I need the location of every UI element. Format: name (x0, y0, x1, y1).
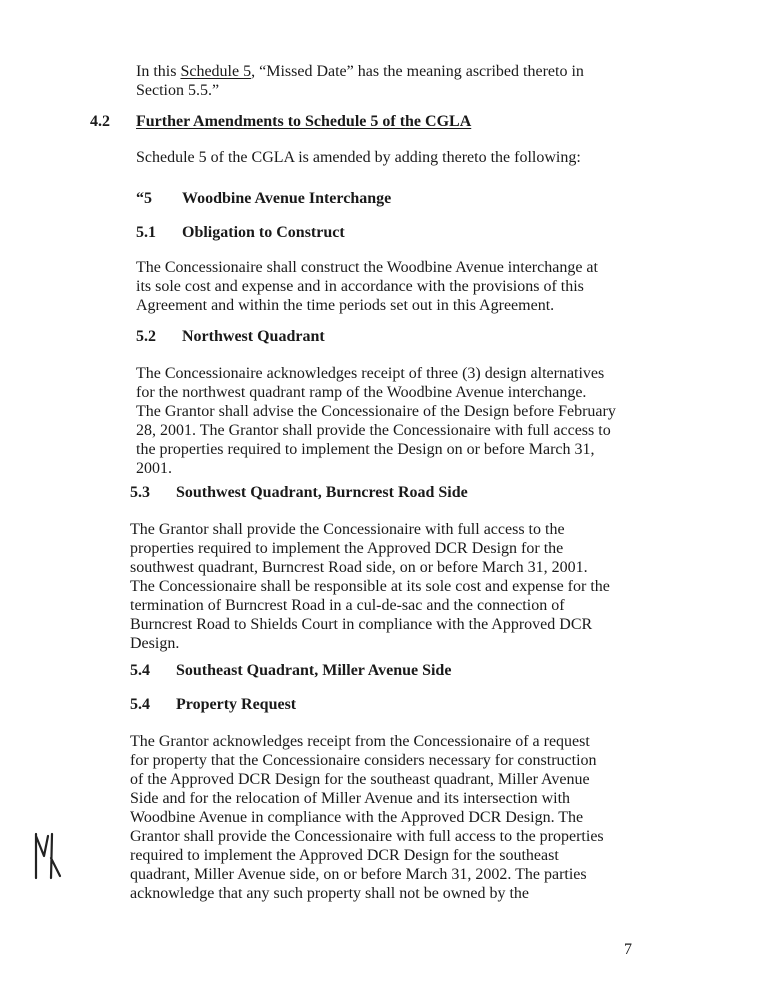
paragraph-5-4 (130, 732, 604, 903)
paragraph-line: Design. (130, 635, 180, 652)
paragraph-line: its sole cost and expense and in accordance with the provisions of this (136, 278, 584, 295)
paragraph-5-3 (130, 520, 610, 653)
paragraph-line: the properties required to implement the Design on or before March 31, (136, 441, 595, 458)
section-number: 5.4 (130, 662, 150, 679)
section-number: “5 (136, 190, 152, 207)
section-body: Schedule 5 of the CGLA is amended by adding thereto the following: (136, 149, 581, 166)
section-heading (136, 113, 471, 131)
section-number: 5.4 (130, 696, 150, 713)
intro-text: In this (136, 63, 181, 80)
page-number: 7 (624, 941, 632, 958)
paragraph-line: termination of Burncrest Road in a cul-de-sac and the connection of (130, 597, 565, 614)
paragraph-line: Burncrest Road to Shields Court in compliance with the Approved DCR (130, 616, 593, 633)
paragraph-line: southwest quadrant, Burncrest Road side, on or before March 31, 2001. (130, 559, 588, 576)
paragraph-line: The Concessionaire acknowledges receipt of three (3) design alternatives (136, 365, 605, 382)
paragraph-line: of the Approved DCR Design for the southeast quadrant, Miller Avenue (130, 771, 590, 788)
section-number: 5.3 (130, 484, 150, 501)
handwritten-initials (30, 828, 64, 884)
section-number: 5.2 (136, 328, 156, 345)
paragraph-line: Agreement and within the time periods set out in this Agreement. (136, 297, 555, 314)
paragraph-line: quadrant, Miller Avenue side, on or before March 31, 2002. The parties (130, 866, 587, 883)
paragraph-line: acknowledge that any such property shall not be owned by the (130, 885, 529, 902)
section-title: Southwest Quadrant, Burncrest Road Side (176, 484, 468, 501)
paragraph-line: 28, 2001. The Grantor shall provide the Concessionaire with full access to (136, 422, 611, 439)
paragraph-line: The Grantor acknowledges receipt from the Concessionaire of a request (130, 733, 590, 750)
intro-line-1 (136, 62, 584, 81)
paragraph-line: The Concessionaire shall be responsible at its sole cost and expense for the (130, 578, 610, 595)
paragraph-line: Side and for the relocation of Miller Avenue and its intersection with (130, 790, 571, 807)
paragraph-line: for the northwest quadrant ramp of the Woodbine Avenue interchange. (136, 384, 587, 401)
section-title: Northwest Quadrant (182, 328, 325, 345)
paragraph-line: Woodbine Avenue in compliance with the Approved DCR Design. The (130, 809, 584, 826)
paragraph-line: properties required to implement the Approved DCR Design for the (130, 540, 564, 557)
section-title: Southeast Quadrant, Miller Avenue Side (176, 662, 452, 679)
paragraph-line: required to implement the Approved DCR Design for the southeast (130, 847, 559, 864)
schedule-reference: Schedule 5 (180, 63, 252, 80)
intro-line-2: Section 5.5.” (136, 82, 220, 99)
section-title: Woodbine Avenue Interchange (182, 190, 392, 207)
section-number: 5.1 (136, 224, 156, 241)
intro-text: , “Missed Date” has the meaning ascribed thereto in (251, 63, 584, 80)
section-number: 4.2 (90, 113, 110, 130)
paragraph-line: The Grantor shall provide the Concessionaire with full access to the (130, 521, 565, 538)
section-title: Property Request (176, 696, 297, 713)
section-title: Further Amendments to Schedule 5 of the CGLA (136, 113, 472, 130)
paragraph-line: The Concessionaire shall construct the Woodbine Avenue interchange at (136, 259, 598, 276)
paragraph-line: The Grantor shall advise the Concessionaire of the Design before February (136, 403, 616, 420)
paragraph-line: 2001. (136, 460, 172, 477)
paragraph-line: for property that the Concessionaire considers necessary for construction (130, 752, 597, 769)
paragraph-line: Grantor shall provide the Concessionaire with full access to the properties (130, 828, 604, 845)
section-title: Obligation to Construct (182, 224, 345, 241)
paragraph-5-2 (136, 364, 616, 478)
paragraph-5-1 (136, 258, 598, 315)
